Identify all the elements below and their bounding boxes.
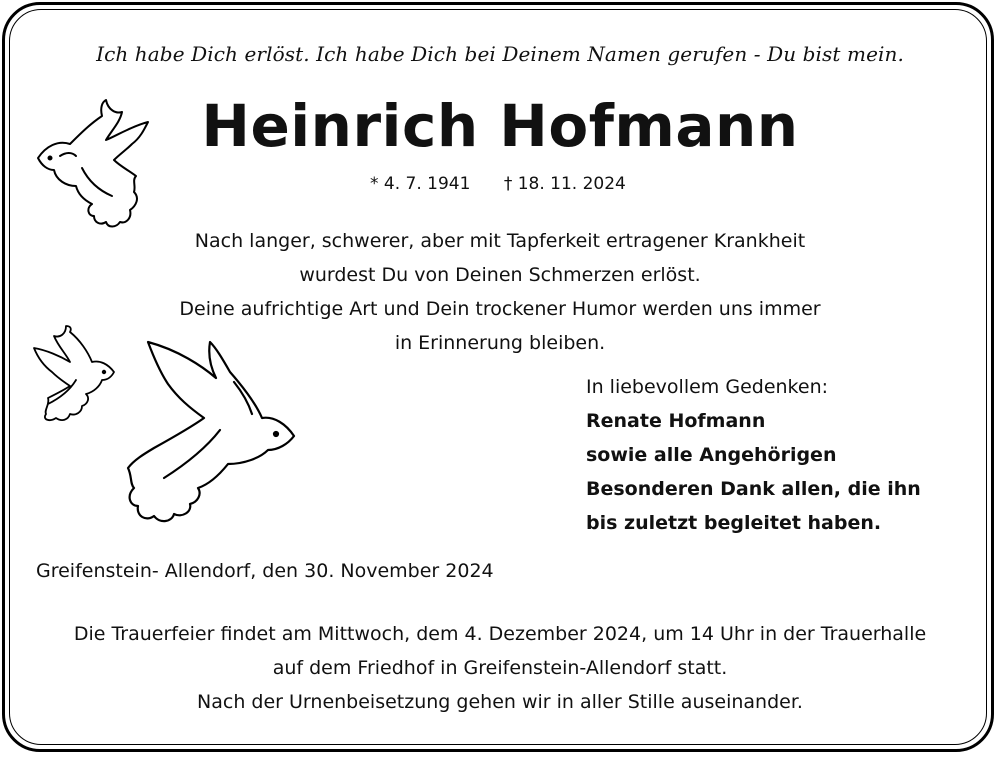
bible-verse: Ich habe Dich erlöst. Ich habe Dich bei Deinem Namen gerufen - Du bist mein. xyxy=(96,42,904,66)
dove-icon xyxy=(30,326,116,422)
funeral-line: auf dem Friedhof in Greifenstein-Allendorf statt. xyxy=(272,657,728,679)
dove-icon xyxy=(36,100,156,230)
deceased-name: Heinrich Hofmann xyxy=(201,92,799,160)
funeral-line: Nach der Urnenbeisetzung gehen wir in aller Stille auseinander. xyxy=(197,691,803,713)
obituary-line: Deine aufrichtige Art und Dein trockener Humor werden uns immer xyxy=(179,298,821,320)
dove-icon xyxy=(124,338,296,524)
place-and-date: Greifenstein- Allendorf, den 30. November 2024 xyxy=(36,560,494,582)
mourners-relatives: sowie alle Angehörigen xyxy=(586,444,837,466)
thanks-line: bis zuletzt begleitet haben. xyxy=(586,512,882,534)
funeral-line: Die Trauerfeier findet am Mittwoch, dem 4. Dezember 2024, um 14 Uhr in der Trauerhalle xyxy=(73,623,927,645)
death-date: † 18. 11. 2024 xyxy=(503,174,626,194)
thanks-line: Besonderen Dank allen, die ihn xyxy=(586,478,921,500)
mourner-name: Renate Hofmann xyxy=(586,410,766,432)
obituary-line: wurdest Du von Deinen Schmerzen erlöst. xyxy=(299,264,701,286)
mourners-intro: In liebevollem Gedenken: xyxy=(586,376,829,398)
funeral-notice xyxy=(20,617,980,719)
birth-date: * 4. 7. 1941 xyxy=(370,174,471,194)
obituary-line: Nach langer, schwerer, aber mit Tapferkeit ertragener Krankheit xyxy=(194,230,806,252)
obituary-line: in Erinnerung bleiben. xyxy=(394,332,606,354)
mourners-block xyxy=(586,370,921,540)
life-dates xyxy=(370,174,654,194)
